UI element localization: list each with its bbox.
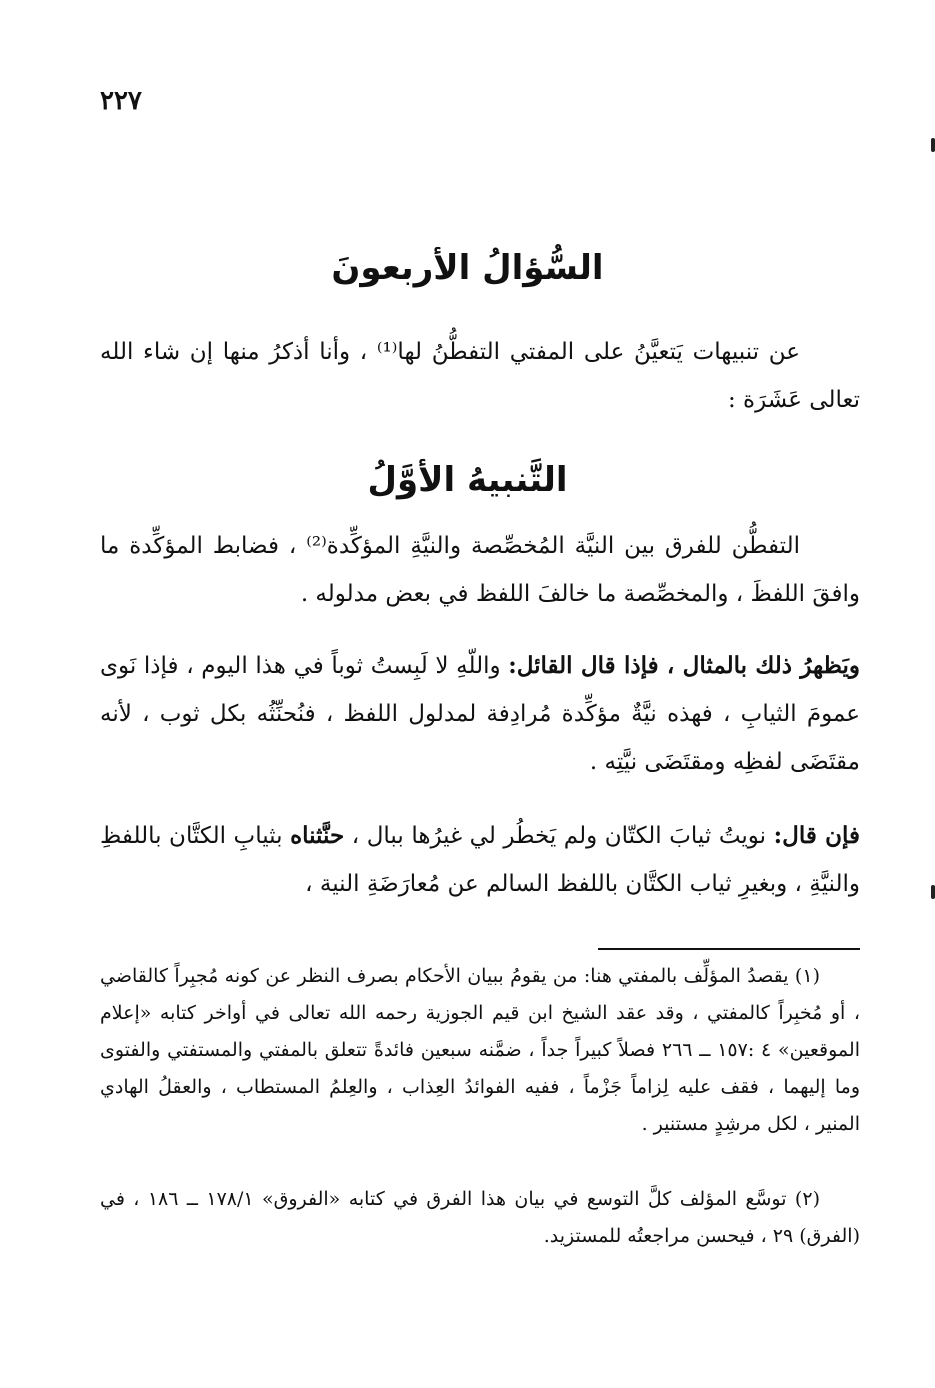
question-heading: السُّؤالُ الأربعونَ [331, 248, 604, 288]
footnote-divider [598, 948, 860, 950]
paragraph-3-bold-lead: فإن قال: [773, 822, 861, 849]
paragraph-2-text: واللّهِ لا لَبِستُ ثوباً في هذا اليوم ، فإذا نَوى عمومَ الثيابِ ، فهذه نيَّةٌ مؤكِّدة مُرادِفة لمدلول اللفظ ، فنُحنِّثُه بكل ثوب ، لأنه مقتَضَى لفظِه ومقتَضَى نيَّتِه . [100, 653, 860, 775]
page-edge-mark [931, 138, 935, 152]
footnote-2: (٢) توسَّع المؤلف كلَّ التوسع في بيان هذا الفرق في كتابه «الفروق» ١٧٨/١ ــ ١٨٦ ، في (الفرق) ٢٩ ، فيحسن مراجعتُه للمستزيد. [100, 1188, 860, 1247]
page-number: ٢٢٧ [100, 86, 142, 116]
paragraph-3 [100, 812, 860, 908]
paragraph-2-bold-lead: ويَظهرُ ذلك بالمثال ، فإذا قال القائل: [508, 652, 860, 679]
paragraph-2 [100, 642, 860, 786]
footnote-1: (١) يقصدُ المؤلِّف بالمفتي هنا: من يقومُ ببيان الأحكام بصرف النظر عن كونه مُجبِراً كالقاضي ، أو مُخبِراً كالمفتي ، وقد عقد الشيخ ابن قيم الجوزية رحمه الله تعالى في أواخر كتابه «إعلام الموقعين» ٤ :١٥٧ ــ ٢٦٦ فصلاً كبيراً جداً ، ضمَّنه سبعين فائدةً تتعلق بالمفتي والمستفتي والفتوى وما إليهما ، فقف عليه لِزاماً جَزْماً ، ففيه الفوائدُ العِذاب ، والعِلمُ المستطاب ، والعقلُ الهادي المنير ، لكل مرشِدٍ مستنير . [100, 965, 860, 1135]
paragraph-3-text-1: نويتُ ثيابَ الكتّان ولم يَخطُر لي غيرُها ببال ، [344, 823, 774, 849]
first-note-heading: التَّنبيهُ الأوَّلُ [367, 460, 568, 500]
page-edge-mark [931, 885, 935, 899]
intro-paragraph: عن تنبيهات يَتعيَّنُ على المفتي التفطُّنُ لها⁽¹⁾ ، وأنا أذكرُ منها إن شاء الله تعالى عَشَرَة : [100, 339, 860, 413]
paragraph-3-text-2: بثيابِ الكتَّان باللفظِ والنيَّةِ ، وبغيرِ ثياب الكتَّان باللفظ السالم عن مُعارَضَةِ النية ، [100, 823, 860, 897]
paragraph-1: التفطُّن للفرق بين النيَّة المُخصِّصة والنيَّةِ المؤكِّدة⁽²⁾ ، فضابط المؤكِّدة ما وافقَ اللفظَ ، والمخصِّصة ما خالفَ اللفظ في بعض مدلوله . [100, 533, 860, 607]
paragraph-3-bold-mid: حنَّثناه [290, 822, 345, 849]
